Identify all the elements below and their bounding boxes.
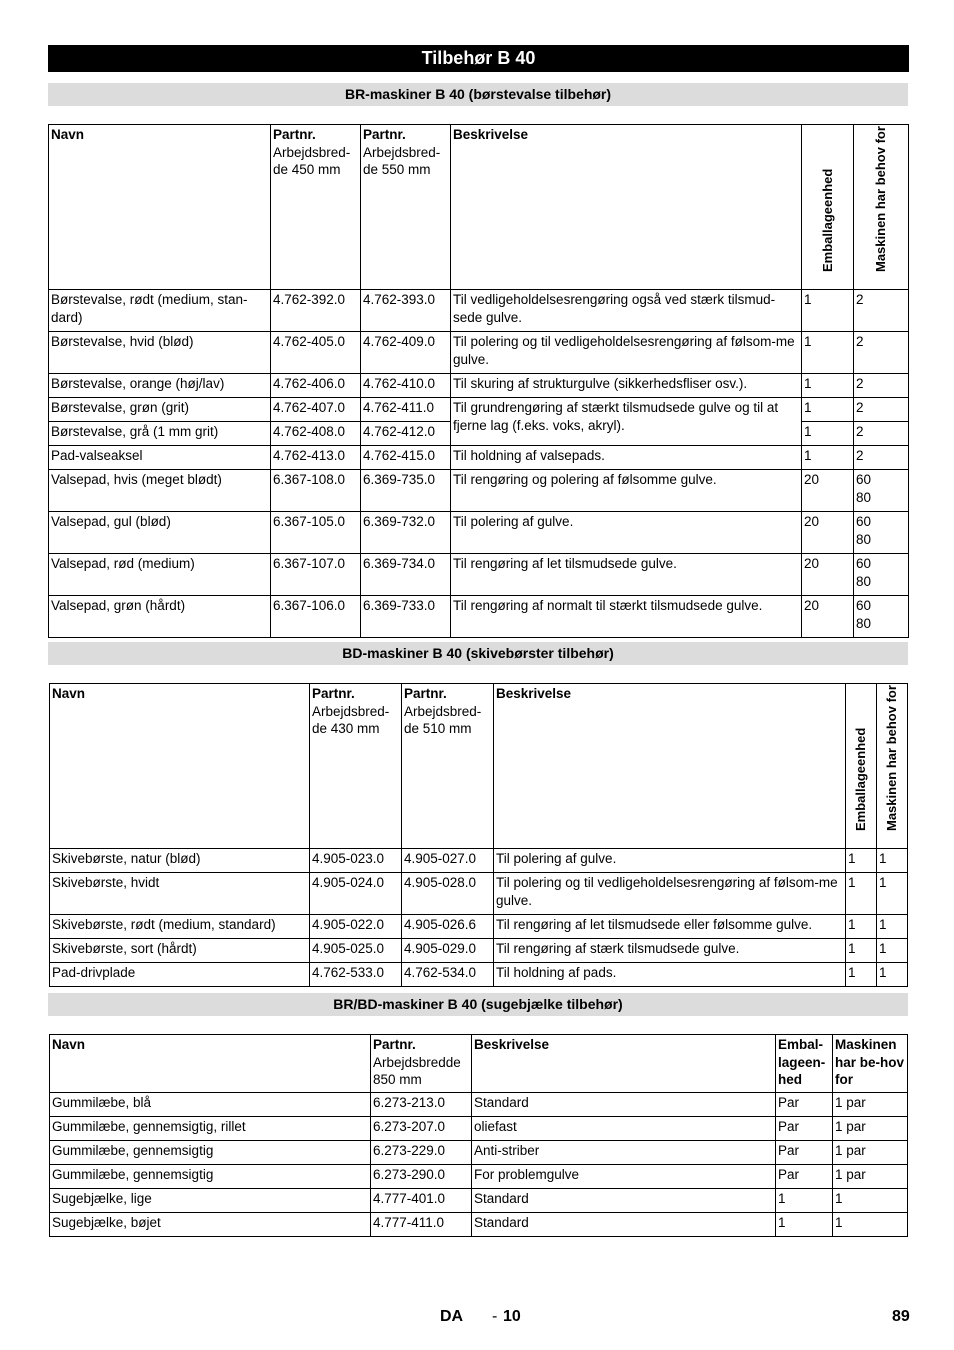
table-row	[49, 374, 909, 398]
table-row	[49, 398, 909, 422]
cell-packaging-unit: 1	[802, 290, 854, 332]
cell-part1: 6.367-106.0	[271, 596, 361, 638]
cell-part2: 4.762-410.0	[361, 374, 451, 398]
table-row	[50, 939, 908, 963]
cell-part2: 4.762-415.0	[361, 446, 451, 470]
cell-machine-needs: 1	[877, 915, 908, 939]
cell-description: Til holdning af pads.	[494, 963, 846, 987]
cell-name: Valsepad, grøn (hårdt)	[49, 596, 271, 638]
cell-part1: 6.273-213.0	[371, 1093, 472, 1117]
cell-machine-needs: 1 par	[833, 1093, 908, 1117]
cell-packaging-unit: 1	[802, 422, 854, 446]
cell-name: Sugebjælke, bøjet	[50, 1213, 371, 1237]
header-part2: Partnr. Arbejdsbred-de 550 mm	[361, 125, 451, 290]
cell-part1: 6.273-290.0	[371, 1165, 472, 1189]
cell-part1: 4.762-408.0	[271, 422, 361, 446]
header-machine-needs: Maskinen har behov for	[877, 684, 908, 849]
cell-part2: 4.905-027.0	[402, 849, 494, 873]
cell-description: Til rengøring af let tilsmudsede gulve.	[451, 554, 802, 596]
cell-part1: 6.273-229.0	[371, 1141, 472, 1165]
table-row	[50, 873, 908, 915]
cell-machine-needs: 60 80	[854, 554, 909, 596]
cell-packaging-unit: 1	[802, 374, 854, 398]
cell-part2: 4.762-412.0	[361, 422, 451, 446]
cell-packaging-unit: 1	[846, 963, 877, 987]
cell-packaging-unit: Par	[776, 1141, 833, 1165]
cell-name: Skivebørste, sort (hårdt)	[50, 939, 310, 963]
cell-part1: 6.367-108.0	[271, 470, 361, 512]
cell-description: Standard	[472, 1093, 776, 1117]
cell-machine-needs: 2	[854, 398, 909, 422]
cell-packaging-unit: Par	[776, 1117, 833, 1141]
footer-local-page: 10	[503, 1308, 521, 1325]
cell-description: For problemgulve	[472, 1165, 776, 1189]
cell-part1: 4.777-411.0	[371, 1213, 472, 1237]
cell-machine-needs: 1	[877, 939, 908, 963]
cell-name: Sugebjælke, lige	[50, 1189, 371, 1213]
header-part1: Partnr. Arbejdsbred-de 450 mm	[271, 125, 361, 290]
cell-machine-needs: 1 par	[833, 1165, 908, 1189]
cell-packaging-unit: 1	[846, 915, 877, 939]
cell-part1: 4.762-406.0	[271, 374, 361, 398]
cell-name: Valsepad, gul (blød)	[49, 512, 271, 554]
table-row	[49, 554, 909, 596]
cell-packaging-unit: 20	[802, 512, 854, 554]
cell-machine-needs: 1 par	[833, 1117, 908, 1141]
cell-name: Gummilæbe, gennemsigtig	[50, 1141, 371, 1165]
cell-description: Til rengøring af let tilsmudsede eller følsomme gulve.	[494, 915, 846, 939]
cell-name: Børstevalse, hvid (blød)	[49, 332, 271, 374]
cell-part1: 4.762-413.0	[271, 446, 361, 470]
cell-part1: 4.762-533.0	[310, 963, 402, 987]
cell-part1: 4.762-405.0	[271, 332, 361, 374]
cell-name: Børstevalse, grå (1 mm grit)	[49, 422, 271, 446]
cell-packaging-unit: 1	[846, 939, 877, 963]
table-row	[50, 1117, 908, 1141]
table-row	[50, 1189, 908, 1213]
table-row	[50, 1141, 908, 1165]
cell-machine-needs: 2	[854, 446, 909, 470]
cell-description: oliefast	[472, 1117, 776, 1141]
cell-machine-needs: 2	[854, 422, 909, 446]
cell-name: Børstevalse, grøn (grit)	[49, 398, 271, 422]
cell-packaging-unit: 20	[802, 470, 854, 512]
table-row	[49, 512, 909, 554]
cell-description: Til polering af gulve.	[494, 849, 846, 873]
cell-name: Gummilæbe, blå	[50, 1093, 371, 1117]
cell-machine-needs: 2	[854, 332, 909, 374]
cell-description: Til skuring af strukturgulve (sikkerhedsfliser osv.).	[451, 374, 802, 398]
cell-part1: 4.905-022.0	[310, 915, 402, 939]
cell-description: Til polering og til vedligeholdelsesrengøring af følsom-me gulve.	[494, 873, 846, 915]
cell-part2: 4.905-026.6	[402, 915, 494, 939]
cell-part1: 4.762-392.0	[271, 290, 361, 332]
table-row	[49, 596, 909, 638]
cell-name: Gummilæbe, gennemsigtig, rillet	[50, 1117, 371, 1141]
cell-part2: 4.905-028.0	[402, 873, 494, 915]
cell-description: Standard	[472, 1189, 776, 1213]
cell-name: Børstevalse, orange (høj/lav)	[49, 374, 271, 398]
cell-packaging-unit: 20	[802, 554, 854, 596]
cell-packaging-unit: 1	[776, 1189, 833, 1213]
cell-description: Til vedligeholdelsesrengøring også ved stærk tilsmud-sede gulve.	[451, 290, 802, 332]
cell-name: Valsepad, hvis (meget blødt)	[49, 470, 271, 512]
table-row	[50, 1093, 908, 1117]
cell-name: Pad-drivplade	[50, 963, 310, 987]
cell-name: Skivebørste, hvidt	[50, 873, 310, 915]
header-description: Beskrivelse	[494, 684, 846, 849]
page-title: Tilbehør B 40	[48, 45, 909, 72]
header-part1: Partnr. Arbejdsbredde 850 mm	[371, 1035, 472, 1093]
cell-machine-needs: 1	[877, 873, 908, 915]
cell-part2: 4.762-534.0	[402, 963, 494, 987]
cell-part1: 4.762-407.0	[271, 398, 361, 422]
cell-name: Valsepad, rød (medium)	[49, 554, 271, 596]
cell-description: Til holdning af valsepads.	[451, 446, 802, 470]
section-heading-bd: BD-maskiner B 40 (skivebørster tilbehør)	[48, 642, 908, 665]
cell-machine-needs: 2	[854, 290, 909, 332]
cell-machine-needs: 1 par	[833, 1141, 908, 1165]
cell-packaging-unit: 1	[802, 332, 854, 374]
table-bd-accessories	[49, 683, 908, 987]
header-packaging-unit: Emballageenhed	[802, 125, 854, 290]
table-row	[50, 849, 908, 873]
cell-machine-needs: 60 80	[854, 470, 909, 512]
table-row	[50, 963, 908, 987]
cell-name: Gummilæbe, gennemsigtig	[50, 1165, 371, 1189]
cell-name: Pad-valseaksel	[49, 446, 271, 470]
cell-packaging-unit: 20	[802, 596, 854, 638]
cell-packaging-unit: 1	[802, 398, 854, 422]
cell-part1: 6.367-105.0	[271, 512, 361, 554]
cell-packaging-unit: 1	[846, 873, 877, 915]
footer-separator: -	[492, 1308, 498, 1325]
header-name: Navn	[50, 684, 310, 849]
cell-part1: 4.905-024.0	[310, 873, 402, 915]
cell-machine-needs: 1	[833, 1213, 908, 1237]
cell-packaging-unit: Par	[776, 1093, 833, 1117]
header-name: Navn	[49, 125, 271, 290]
cell-description: Standard	[472, 1213, 776, 1237]
section-heading-br: BR-maskiner B 40 (børstevalse tilbehør)	[48, 83, 908, 106]
cell-description: Til rengøring og polering af følsomme gulve.	[451, 470, 802, 512]
table-row	[49, 470, 909, 512]
cell-description: Til polering af gulve.	[451, 512, 802, 554]
cell-part1: 4.905-023.0	[310, 849, 402, 873]
header-packaging-unit: Embal-lageen-hed	[776, 1035, 833, 1093]
header-part1: Partnr. Arbejdsbred-de 430 mm	[310, 684, 402, 849]
cell-packaging-unit: Par	[776, 1165, 833, 1189]
cell-part2: 4.762-409.0	[361, 332, 451, 374]
cell-packaging-unit: 1	[802, 446, 854, 470]
table-row	[50, 915, 908, 939]
cell-packaging-unit: 1	[846, 849, 877, 873]
cell-name: Skivebørste, natur (blød)	[50, 849, 310, 873]
table-row	[50, 1165, 908, 1189]
table-squeegee-accessories	[49, 1034, 908, 1237]
header-name: Navn	[50, 1035, 371, 1093]
cell-part2: 6.369-732.0	[361, 512, 451, 554]
header-packaging-unit: Emballageenhed	[846, 684, 877, 849]
cell-machine-needs: 1	[877, 849, 908, 873]
table-row	[49, 446, 909, 470]
header-description: Beskrivelse	[472, 1035, 776, 1093]
cell-part1: 4.905-025.0	[310, 939, 402, 963]
cell-description: Til grundrengøring af stærkt tilsmudsede gulve og til at fjerne lag (f.eks. voks, akryl).	[451, 398, 802, 446]
header-part2: Partnr. Arbejdsbred-de 510 mm	[402, 684, 494, 849]
header-machine-needs: Maskinen har be-hov for	[833, 1035, 908, 1093]
cell-machine-needs: 60 80	[854, 512, 909, 554]
header-description: Beskrivelse	[451, 125, 802, 290]
cell-machine-needs: 2	[854, 374, 909, 398]
table-br-accessories	[48, 124, 909, 638]
cell-name: Skivebørste, rødt (medium, standard)	[50, 915, 310, 939]
cell-part2: 4.905-029.0	[402, 939, 494, 963]
cell-machine-needs: 60 80	[854, 596, 909, 638]
table-row	[49, 290, 909, 332]
cell-part2: 6.369-735.0	[361, 470, 451, 512]
cell-part2: 4.762-411.0	[361, 398, 451, 422]
table-row	[49, 332, 909, 374]
cell-packaging-unit: 1	[776, 1213, 833, 1237]
cell-part1: 4.777-401.0	[371, 1189, 472, 1213]
cell-name: Børstevalse, rødt (medium, stan-dard)	[49, 290, 271, 332]
cell-part2: 4.762-393.0	[361, 290, 451, 332]
cell-description: Til polering og til vedligeholdelsesrengøring af følsom-me gulve.	[451, 332, 802, 374]
footer-page-number: 89	[892, 1308, 910, 1325]
header-machine-needs: Maskinen har behov for	[854, 125, 909, 290]
cell-part2: 6.369-734.0	[361, 554, 451, 596]
cell-description: Til rengøring af stærk tilsmudsede gulve.	[494, 939, 846, 963]
cell-machine-needs: 1	[877, 963, 908, 987]
section-heading-brbd: BR/BD-maskiner B 40 (sugebjælke tilbehør)	[48, 993, 908, 1016]
cell-description: Anti-striber	[472, 1141, 776, 1165]
cell-part2: 6.369-733.0	[361, 596, 451, 638]
cell-description: Til rengøring af normalt til stærkt tilsmudsede gulve.	[451, 596, 802, 638]
table-row	[50, 1213, 908, 1237]
footer-language: DA	[440, 1308, 464, 1325]
cell-part1: 6.367-107.0	[271, 554, 361, 596]
cell-machine-needs: 1	[833, 1189, 908, 1213]
cell-part1: 6.273-207.0	[371, 1117, 472, 1141]
